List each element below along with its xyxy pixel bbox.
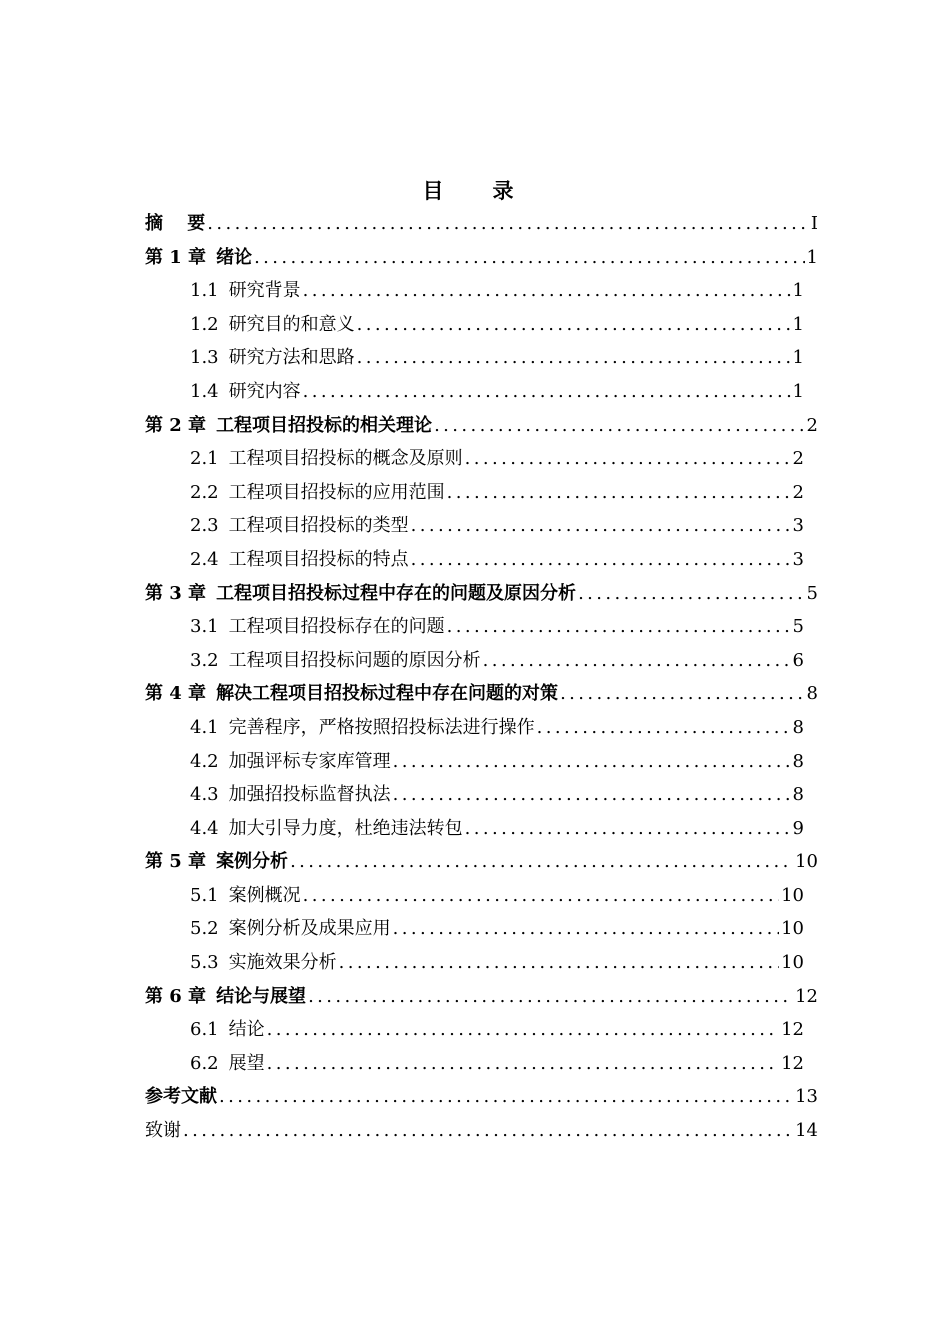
toc-entry-number: 3.1: [190, 616, 219, 638]
toc-entry-label: [190, 879, 301, 913]
toc-page-number: 2: [792, 448, 804, 470]
toc-entry-number: 5.1: [190, 884, 219, 906]
toc-entry-text: 研究内容: [228, 380, 301, 402]
toc-entry-label: [190, 745, 391, 779]
toc-entry-text: 工程项目招投标存在的问题: [228, 616, 445, 638]
toc-entry-text: 工程项目招投标过程中存在的问题及原因分析: [216, 582, 577, 604]
toc-entry[interactable]: [190, 879, 804, 913]
toc-entry-text: 摘 要: [145, 213, 206, 234]
toc-page-number: 10: [795, 851, 818, 873]
toc-entry-number: 第 1 章: [145, 246, 207, 268]
toc-entry-number: 6.1: [190, 1019, 219, 1041]
dot-leader: [560, 677, 804, 711]
toc-entry-text: 研究目的和意义: [228, 313, 355, 335]
dot-leader: [183, 1114, 793, 1148]
dot-leader: [290, 845, 793, 879]
toc-entry-text: 工程项目招投标的相关理论: [216, 414, 433, 436]
dot-leader: [483, 644, 791, 678]
toc-entry-label: [145, 577, 576, 611]
toc-entry-number: 4.3: [190, 784, 219, 806]
toc-page-number: 10: [781, 952, 804, 974]
toc-entry[interactable]: [190, 946, 804, 980]
toc-entry-number: 1.3: [190, 347, 219, 369]
dot-leader: [308, 980, 793, 1014]
toc-entry-label: [190, 543, 409, 577]
toc-entry-number: 第 6 章: [145, 985, 207, 1007]
toc-entry-text: 加大引导力度，杜绝违法转包: [228, 817, 463, 839]
toc-page-number: 2: [806, 414, 818, 436]
toc-page-number: 9: [792, 817, 804, 839]
toc-entry[interactable]: [145, 677, 818, 711]
toc-entry-label: [190, 1047, 265, 1081]
toc-entry[interactable]: [145, 845, 818, 879]
toc-entry-label: [190, 509, 409, 543]
toc-entry[interactable]: [190, 308, 804, 342]
toc-page-number: 5: [792, 616, 804, 638]
toc-entry-label: [145, 1114, 181, 1148]
dot-leader: [393, 778, 791, 812]
toc-entry-label: [145, 845, 288, 879]
dot-leader: [447, 610, 791, 644]
toc-entry-label: [190, 778, 391, 812]
toc-entry-text: 工程项目招投标的特点: [228, 548, 409, 570]
dot-leader: [357, 308, 791, 342]
toc-page-number: 12: [795, 985, 818, 1007]
toc-entry[interactable]: [145, 409, 818, 443]
toc-entry-label: [190, 711, 535, 745]
toc-page-number: 10: [781, 884, 804, 906]
toc-page-number: 1: [792, 280, 804, 302]
toc-entry[interactable]: [190, 1047, 804, 1081]
toc-entry-number: 1.1: [190, 280, 219, 302]
toc-entry-number: 1.4: [190, 380, 219, 402]
toc-entry[interactable]: [190, 912, 804, 946]
dot-leader: [411, 543, 791, 577]
toc-entry-label: [145, 1080, 217, 1114]
dot-leader: [267, 1047, 779, 1081]
dot-leader: [537, 711, 791, 745]
toc-entry-text: 参考文献: [145, 1086, 217, 1108]
dot-leader: [303, 274, 791, 308]
dot-leader: [393, 912, 779, 946]
toc-entry-text: 加强招投标监督执法: [228, 784, 391, 806]
toc-page-number: 1: [792, 380, 804, 402]
toc-entry[interactable]: [190, 745, 804, 779]
toc-entry-text: 实施效果分析: [228, 952, 337, 974]
toc-title: 目 录: [422, 178, 528, 203]
toc-page-number: 1: [792, 347, 804, 369]
toc-page-number: 3: [792, 515, 804, 537]
toc-page-number: 3: [792, 548, 804, 570]
toc-entry[interactable]: [190, 543, 804, 577]
toc-page-number: I: [810, 213, 818, 234]
toc-entry-text: 工程项目招投标的概念及原则: [228, 448, 463, 470]
toc-entry-number: 第 5 章: [145, 851, 207, 873]
dot-leader: [303, 375, 791, 409]
toc-entry[interactable]: [145, 1080, 818, 1114]
dot-leader: [303, 879, 779, 913]
toc-entry-text: 案例概况: [228, 884, 301, 906]
dot-leader: [434, 409, 804, 443]
toc-entry-number: 1.2: [190, 313, 219, 335]
toc-entry-number: 4.4: [190, 817, 219, 839]
toc-entry[interactable]: [190, 711, 804, 745]
toc-entry-text: 绪论: [216, 246, 253, 268]
dot-leader: [267, 1013, 779, 1047]
toc-entry-number: 6.2: [190, 1052, 219, 1074]
dot-leader: [447, 476, 791, 510]
toc-entry-label: [145, 409, 432, 443]
toc-entry[interactable]: [190, 509, 804, 543]
toc-page-number: 8: [792, 716, 804, 738]
toc-entry-text: 研究背景: [228, 280, 301, 302]
dot-leader: [578, 577, 804, 611]
toc-entry[interactable]: [190, 341, 804, 375]
toc-entry-label: [145, 207, 205, 241]
toc-entry-label: [190, 341, 355, 375]
toc-page-number: 13: [795, 1086, 818, 1108]
toc-entry-label: [190, 946, 337, 980]
dot-leader: [254, 241, 804, 275]
toc-entry-label: [190, 912, 391, 946]
toc-entry-text: 工程项目招投标问题的原因分析: [228, 649, 481, 671]
toc-entry-label: [190, 644, 481, 678]
toc-page-number: 5: [806, 582, 818, 604]
dot-leader: [393, 745, 791, 779]
toc-page-number: 14: [795, 1120, 818, 1142]
toc-page-number: 12: [781, 1052, 804, 1074]
toc-entry-text: 工程项目招投标的类型: [228, 515, 409, 537]
toc-entry[interactable]: [145, 1114, 818, 1148]
toc-entry-number: 第 4 章: [145, 683, 207, 705]
toc-entry-label: [190, 274, 301, 308]
toc-entry[interactable]: [145, 241, 818, 275]
toc-entry-label: [190, 308, 355, 342]
toc-page-number: 10: [781, 918, 804, 940]
toc-entry-number: 4.1: [190, 716, 219, 738]
toc-entry-text: 加强评标专家库管理: [228, 750, 391, 772]
toc-entry-label: [145, 980, 306, 1014]
toc-entry-label: [145, 677, 558, 711]
dot-leader: [411, 509, 791, 543]
toc-entry-text: 案例分析: [216, 851, 289, 873]
toc-entry-text: 致谢: [145, 1120, 181, 1142]
toc-entry[interactable]: [190, 442, 804, 476]
toc-entry-text: 结论: [228, 1019, 265, 1041]
toc-entry-number: 2.2: [190, 481, 219, 503]
toc-entry[interactable]: [190, 1013, 804, 1047]
toc-entry[interactable]: [190, 812, 804, 846]
toc-page-number: 6: [792, 649, 804, 671]
toc-entry[interactable]: [190, 375, 804, 409]
toc-entry-number: 5.3: [190, 952, 219, 974]
toc-entry[interactable]: [190, 644, 804, 678]
dot-leader: [465, 442, 791, 476]
dot-leader: [465, 812, 791, 846]
toc-page-number: 1: [806, 246, 818, 268]
toc-entry[interactable]: [190, 274, 804, 308]
toc-entry-label: [190, 610, 445, 644]
toc-entry-text: 展望: [228, 1052, 265, 1074]
toc-page-number: 1: [792, 313, 804, 335]
toc-entry-label: [190, 476, 445, 510]
toc-entry[interactable]: [145, 980, 818, 1014]
toc-page-number: 8: [806, 683, 818, 705]
toc-entry-number: 第 2 章: [145, 414, 207, 436]
toc-entry-label: [190, 375, 301, 409]
toc-entry[interactable]: [190, 476, 804, 510]
toc-entry[interactable]: [190, 610, 804, 644]
toc-entry-number: 5.2: [190, 918, 219, 940]
toc-entry-number: 4.2: [190, 750, 219, 772]
toc-entry-text: 结论与展望: [216, 985, 307, 1007]
toc-entry-text: 研究方法和思路: [228, 347, 355, 369]
toc-page-number: 8: [792, 784, 804, 806]
toc-entry-text: 工程项目招投标的应用范围: [228, 481, 445, 503]
toc-entry[interactable]: [145, 577, 818, 611]
toc-entry-label: [145, 241, 252, 275]
toc-entry-label: [190, 1013, 265, 1047]
toc-list: [0, 207, 950, 1148]
toc-entry-number: 第 3 章: [145, 582, 207, 604]
toc-entry[interactable]: [145, 207, 818, 241]
toc-entry-number: 3.2: [190, 649, 219, 671]
dot-leader: [219, 1080, 793, 1114]
toc-entry-label: [190, 442, 463, 476]
dot-leader: [207, 207, 809, 241]
toc-entry-label: [190, 812, 463, 846]
dot-leader: [339, 946, 779, 980]
toc-entry-number: 2.3: [190, 515, 219, 537]
toc-entry-text: 案例分析及成果应用: [228, 918, 391, 940]
toc-page-number: 12: [781, 1019, 804, 1041]
toc-page-number: 8: [792, 750, 804, 772]
toc-entry-number: 2.1: [190, 448, 219, 470]
toc-page-number: 2: [792, 481, 804, 503]
toc-entry-number: 2.4: [190, 548, 219, 570]
toc-entry-text: 完善程序，严格按照招投标法进行操作: [228, 716, 535, 738]
toc-entry-text: 解决工程项目招投标过程中存在问题的对策: [216, 683, 559, 705]
dot-leader: [357, 341, 791, 375]
toc-entry[interactable]: [190, 778, 804, 812]
